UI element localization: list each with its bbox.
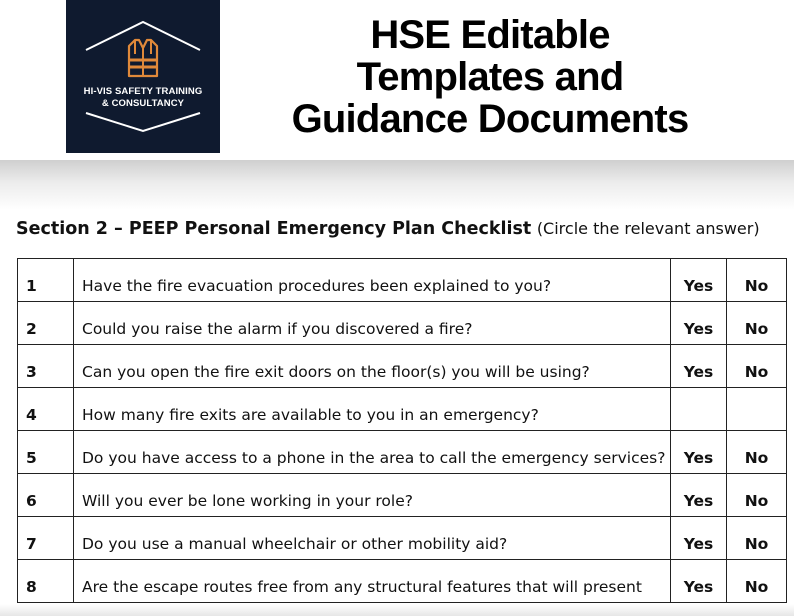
answer-yes[interactable]: Yes	[671, 474, 727, 517]
answer-no	[727, 388, 787, 431]
row-number: 6	[18, 474, 74, 517]
checklist-row	[18, 517, 787, 560]
question-text: How many fire exits are available to you in an emergency?	[74, 388, 671, 431]
row-number: 8	[18, 560, 74, 603]
row-number: 4	[18, 388, 74, 431]
title-line-3: Guidance Documents	[291, 97, 689, 141]
row-number: 3	[18, 345, 74, 388]
page-bottom-edge	[0, 604, 794, 616]
answer-no[interactable]: No	[727, 517, 787, 560]
question-text: Will you ever be lone working in your role?	[74, 474, 671, 517]
page-title	[262, 14, 718, 140]
question-text: Could you raise the alarm if you discovered a fire?	[74, 302, 671, 345]
title-line-2: Templates and	[356, 55, 624, 99]
checklist-body	[18, 259, 787, 603]
answer-yes[interactable]: Yes	[671, 259, 727, 302]
answer-no[interactable]: No	[727, 345, 787, 388]
answer-no[interactable]: No	[727, 259, 787, 302]
logo-line-1: HI-VIS SAFETY TRAINING	[83, 86, 203, 97]
checklist-row	[18, 259, 787, 302]
answer-no[interactable]: No	[727, 474, 787, 517]
checklist-row	[18, 302, 787, 345]
row-number: 1	[18, 259, 74, 302]
title-line-1: HSE Editable	[370, 13, 610, 57]
answer-no[interactable]: No	[727, 302, 787, 345]
answer-yes[interactable]: Yes	[671, 560, 727, 603]
answer-no[interactable]: No	[727, 560, 787, 603]
section-title: Section 2 – PEEP Personal Emergency Plan Checklist	[16, 219, 532, 239]
question-text: Can you open the fire exit doors on the floor(s) you will be using?	[74, 345, 671, 388]
section-heading	[16, 219, 786, 239]
logo-text	[66, 86, 220, 110]
row-number: 2	[18, 302, 74, 345]
company-logo	[66, 0, 220, 153]
answer-yes[interactable]: Yes	[671, 302, 727, 345]
question-text: Have the fire evacuation procedures been explained to you?	[74, 259, 671, 302]
logo-line-2: & CONSULTANCY	[101, 98, 185, 109]
checklist-row	[18, 345, 787, 388]
answer-yes[interactable]: Yes	[671, 517, 727, 560]
question-text: Are the escape routes free from any structural features that will present	[74, 560, 671, 603]
safety-vest-icon	[121, 36, 165, 80]
header-divider-shadow	[0, 160, 794, 210]
section-instruction: (Circle the relevant answer)	[536, 219, 760, 238]
question-text: Do you have access to a phone in the area to call the emergency services?	[74, 431, 671, 474]
checklist-row	[18, 474, 787, 517]
checklist-row	[18, 388, 787, 431]
question-text: Do you use a manual wheelchair or other mobility aid?	[74, 517, 671, 560]
row-number: 5	[18, 431, 74, 474]
checklist-table	[17, 258, 787, 603]
answer-yes[interactable]: Yes	[671, 345, 727, 388]
row-number: 7	[18, 517, 74, 560]
checklist-row	[18, 560, 787, 603]
answer-yes	[671, 388, 727, 431]
checklist-row	[18, 431, 787, 474]
answer-yes[interactable]: Yes	[671, 431, 727, 474]
document-header	[0, 0, 794, 160]
answer-no[interactable]: No	[727, 431, 787, 474]
